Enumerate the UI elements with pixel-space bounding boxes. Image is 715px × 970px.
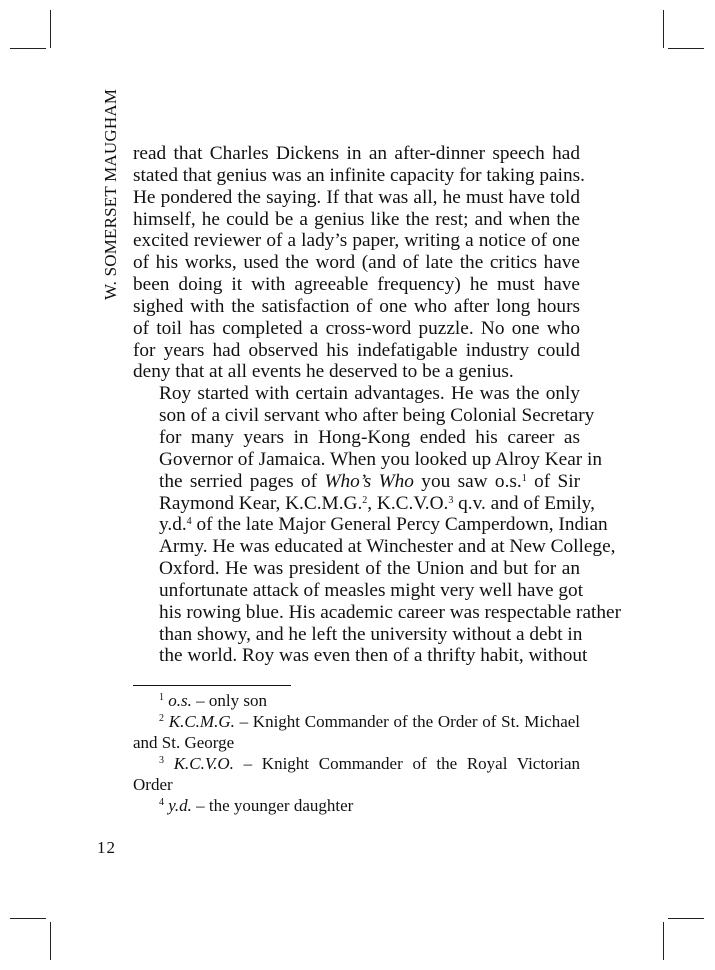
text-line: [133, 492, 595, 515]
text-run: y.d.: [159, 514, 187, 536]
running-head: W. SOMERSET MAUGHAM: [101, 88, 120, 300]
footnote: [133, 795, 580, 816]
footnote-rule: [133, 685, 291, 686]
text-run: the serried pages of: [159, 470, 325, 492]
text-line: himself, he could be a genius like the rest; and when the: [133, 208, 580, 230]
text-line: for many years in Hong-Kong ended his career as: [159, 426, 580, 448]
footnote-number: 4: [159, 797, 164, 808]
text-line: read that Charles Dickens in an after-dinner speech had: [133, 143, 580, 164]
footnote-ref[interactable]: 2: [362, 494, 368, 506]
text-line: of toil has completed a cross-word puzzle. No one who: [133, 317, 580, 339]
text-line: excited reviewer of a lady’s paper, writing a notice of one: [133, 230, 580, 252]
footnote: [133, 690, 580, 711]
text-line: son of a civil servant who after being Colonial Secretary: [159, 405, 595, 427]
paragraph: [133, 383, 621, 667]
text-run: you saw o.s.: [413, 470, 522, 492]
text-line: of his works, used the word (and of late the critics have: [133, 252, 580, 274]
text-line: deny that at all events he deserved to be a genius.: [133, 361, 514, 383]
text-line: than showy, and he left the university without a debt in: [159, 623, 583, 645]
book-title: Who’s Who: [324, 470, 414, 492]
text-run: , K.C.V.O.: [367, 492, 449, 514]
crop-mark: [663, 10, 664, 48]
crop-mark: [50, 922, 51, 960]
footnote-ref[interactable]: 1: [521, 472, 527, 484]
footnote-term: o.s.: [168, 691, 192, 710]
crop-mark: [10, 48, 46, 49]
footnote: [133, 753, 580, 795]
text-line: Oxford. He was president of the Union and but for an: [159, 558, 580, 580]
text-line: Army. He was educated at Winchester and at New College,: [159, 536, 616, 558]
text-run: Raymond Kear, K.C.M.G.: [159, 492, 363, 514]
text-line: been doing it with agreeable frequency) he must have: [133, 274, 580, 296]
text-line: for years had observed his indefatigable industry could: [133, 339, 580, 361]
footnote-text: – Knight Commander of the Royal Victorian Order: [133, 754, 581, 794]
crop-mark: [663, 922, 664, 960]
text-line: Governor of Jamaica. When you looked up Alroy Kear in: [159, 448, 602, 470]
page-number: 12: [97, 838, 116, 857]
footnote-number: 2: [159, 713, 164, 724]
crop-mark: [50, 10, 51, 48]
footnote-number: 3: [159, 755, 164, 766]
text-line: Roy started with certain advantages. He was the only: [159, 383, 580, 405]
text-line: the world. Roy was even then of a thrifty habit, without: [159, 645, 588, 667]
footnote-ref[interactable]: 3: [448, 494, 454, 506]
footnote-ref[interactable]: 4: [186, 516, 192, 528]
crop-mark: [668, 918, 704, 919]
crop-mark: [10, 918, 46, 919]
text-run: q.v. and of Emily,: [453, 492, 595, 514]
crop-mark: [668, 48, 704, 49]
text-line: [133, 514, 608, 536]
footnote-text: – the younger daughter: [191, 796, 354, 815]
footnote-term: K.C.V.O.: [173, 754, 234, 773]
footnote-text: – only son: [191, 691, 267, 710]
text-line: unfortunate attack of measles might very well have got: [159, 579, 584, 601]
footnote: [133, 711, 580, 753]
footnote-text: – Knight Commander of the Order of St. Michael and St. George: [133, 712, 581, 752]
text-line: sighed with the satisfaction of one who after long hours: [133, 295, 580, 317]
footnote-term: y.d.: [168, 796, 192, 815]
text-line: stated that genius was an infinite capacity for taking pains.: [133, 164, 585, 186]
body-text: [133, 143, 621, 667]
footnote-number: 1: [159, 692, 164, 703]
text-run: of Sir: [526, 470, 581, 492]
text-run: of the late Major General Percy Camperdown, Indian: [191, 514, 608, 536]
text-line: his rowing blue. His academic career was respectable rather: [159, 601, 621, 623]
paragraph: [133, 143, 585, 383]
footnotes: [133, 690, 580, 816]
text-line: [133, 471, 580, 493]
text-line: He pondered the saying. If that was all, he must have told: [133, 186, 580, 208]
footnote-term: K.C.M.G.: [168, 712, 235, 731]
